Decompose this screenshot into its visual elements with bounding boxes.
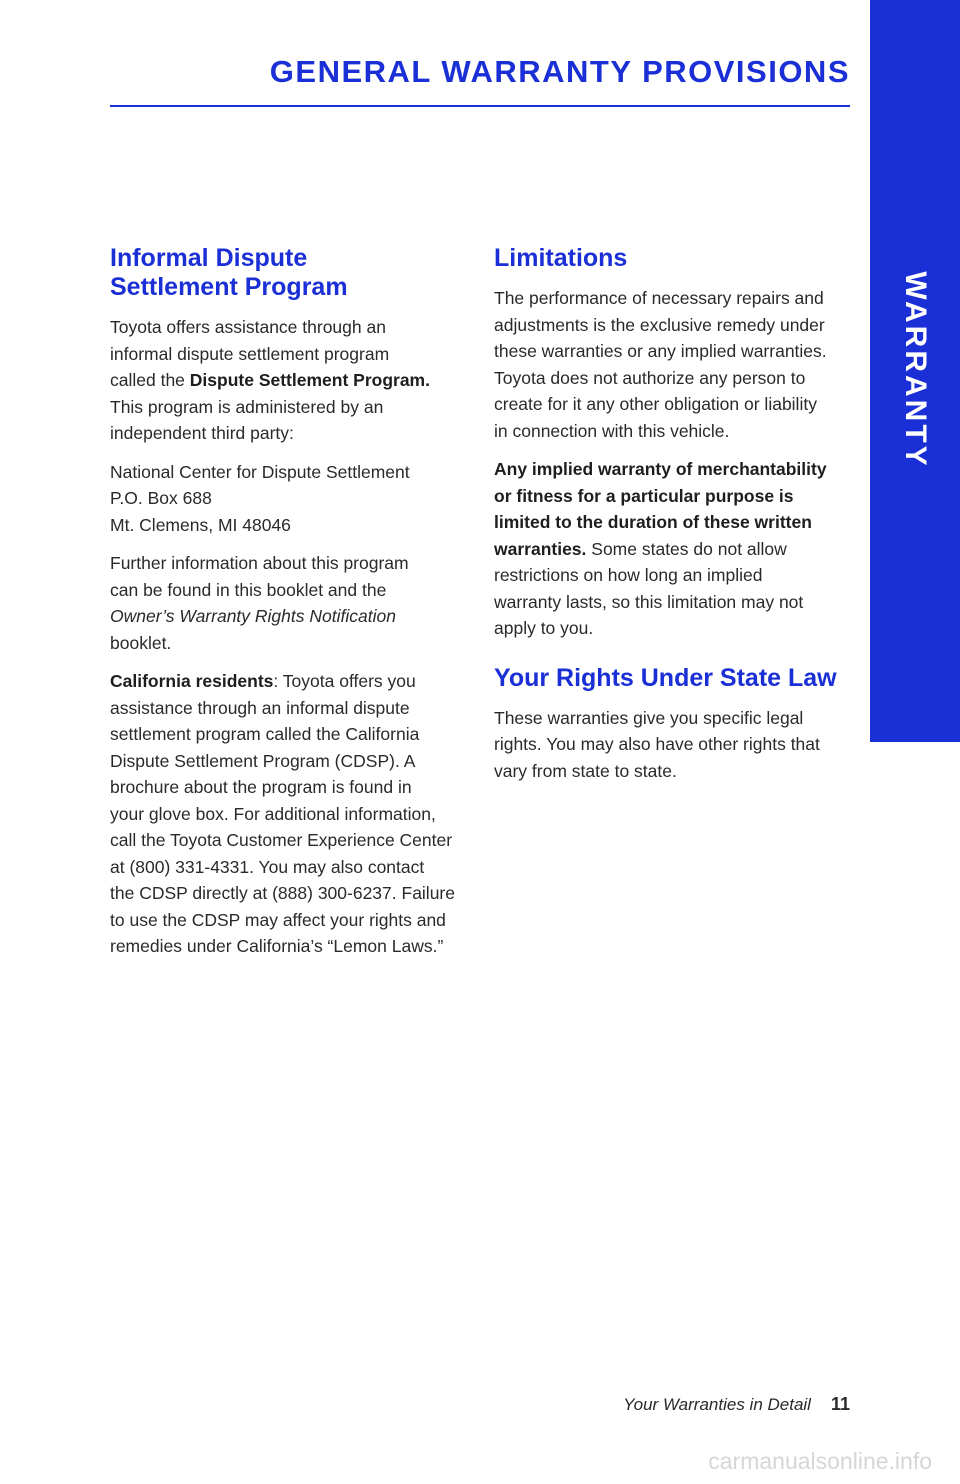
section-tab-label: WARRANTY	[899, 271, 932, 469]
paragraph-limitations	[494, 285, 842, 444]
text-line: Further information about this program	[110, 553, 409, 573]
text-line: settlement program called the California	[110, 724, 420, 744]
address-line: National Center for Dispute Settlement	[110, 461, 410, 482]
program-name: Dispute Settlement Program.	[189, 370, 430, 390]
paragraph-dispute-intro	[110, 314, 458, 447]
left-column	[110, 244, 458, 972]
text-line: Toyota does not authorize any person to	[494, 367, 806, 388]
text-line: brochure about the program is found in	[110, 777, 412, 797]
text-run: : Toyota offers you	[273, 671, 416, 691]
heading-line: Settlement Program	[110, 273, 348, 301]
section-tab	[870, 0, 960, 742]
text-line-bold: limited to the duration of these written	[494, 512, 812, 532]
text-line	[110, 603, 458, 656]
footer-section-title: Your Warranties in Detail	[623, 1395, 811, 1414]
text-line: at (800) 331-4331. You may also contact	[110, 856, 425, 877]
text-line: informal dispute settlement program	[110, 343, 390, 364]
text-line: vary from state to state.	[494, 760, 677, 781]
header-divider	[110, 105, 850, 107]
text-line: create for it any other obligation or liability	[494, 394, 817, 414]
heading-line: Informal Dispute	[110, 244, 308, 272]
watermark: carmanualsonline.info	[708, 1448, 932, 1474]
text-line: in connection with this vehicle.	[494, 420, 730, 441]
text-line-bold: or fitness for a particular purpose is	[494, 485, 794, 506]
page-footer	[623, 1394, 850, 1415]
text-line: your glove box. For additional information,	[110, 803, 436, 824]
address-line: P.O. Box 688	[110, 488, 212, 508]
text-line: This program is administered by an	[110, 396, 384, 417]
text-line: These warranties give you specific legal	[494, 707, 804, 728]
page-title: GENERAL WARRANTY PROVISIONS	[269, 54, 850, 89]
page-number: 11	[830, 1394, 850, 1414]
california-lead: California residents	[110, 671, 274, 691]
text-run: called the	[110, 370, 190, 390]
text-run: Some states do not allow	[586, 538, 787, 559]
text-line	[494, 536, 842, 563]
paragraph-california	[110, 668, 458, 960]
text-line: apply to you.	[494, 618, 594, 638]
text-line: these warranties or any implied warranties.	[494, 341, 827, 361]
right-column	[494, 244, 842, 796]
text-run-bold: warranties.	[494, 538, 587, 559]
text-line: call the Toyota Customer Experience Center	[110, 830, 453, 850]
text-line: adjustments is the exclusive remedy under	[494, 314, 825, 335]
paragraph-further-info	[110, 550, 458, 656]
booklet-title: Owner’s Warranty Rights Notification	[110, 606, 396, 626]
text-line: warranty lasts, so this limitation may not	[494, 591, 804, 612]
text-line: the CDSP directly at (888) 300-6237. Failure	[110, 883, 455, 903]
address-block	[110, 459, 458, 539]
heading-state-law: Your Rights Under State Law	[494, 663, 837, 692]
paragraph-state-law	[494, 705, 842, 785]
text-line: assistance through an informal dispute	[110, 697, 410, 718]
text-line: restrictions on how long an implied	[494, 565, 763, 585]
text-line: The performance of necessary repairs and	[494, 288, 824, 308]
text-line	[110, 367, 458, 394]
text-line: to use the CDSP may affect your rights and	[110, 909, 446, 930]
text-line: Dispute Settlement Program (CDSP). A	[110, 750, 416, 771]
text-line-bold: Any implied warranty of merchantability	[494, 459, 827, 479]
paragraph-implied-warranty	[494, 456, 842, 642]
address-line: Mt. Clemens, MI 48046	[110, 514, 291, 535]
text-run: booklet.	[110, 632, 172, 653]
text-line: Toyota offers assistance through an	[110, 317, 386, 337]
text-line: rights. You may also have other rights that	[494, 734, 820, 754]
heading-limitations: Limitations	[494, 244, 628, 272]
text-line	[110, 668, 458, 695]
text-line: independent third party:	[110, 423, 294, 443]
text-line: can be found in this booklet and the	[110, 579, 387, 600]
heading-informal-dispute	[110, 244, 458, 302]
text-line: remedies under California’s “Lemon Laws.”	[110, 936, 444, 956]
